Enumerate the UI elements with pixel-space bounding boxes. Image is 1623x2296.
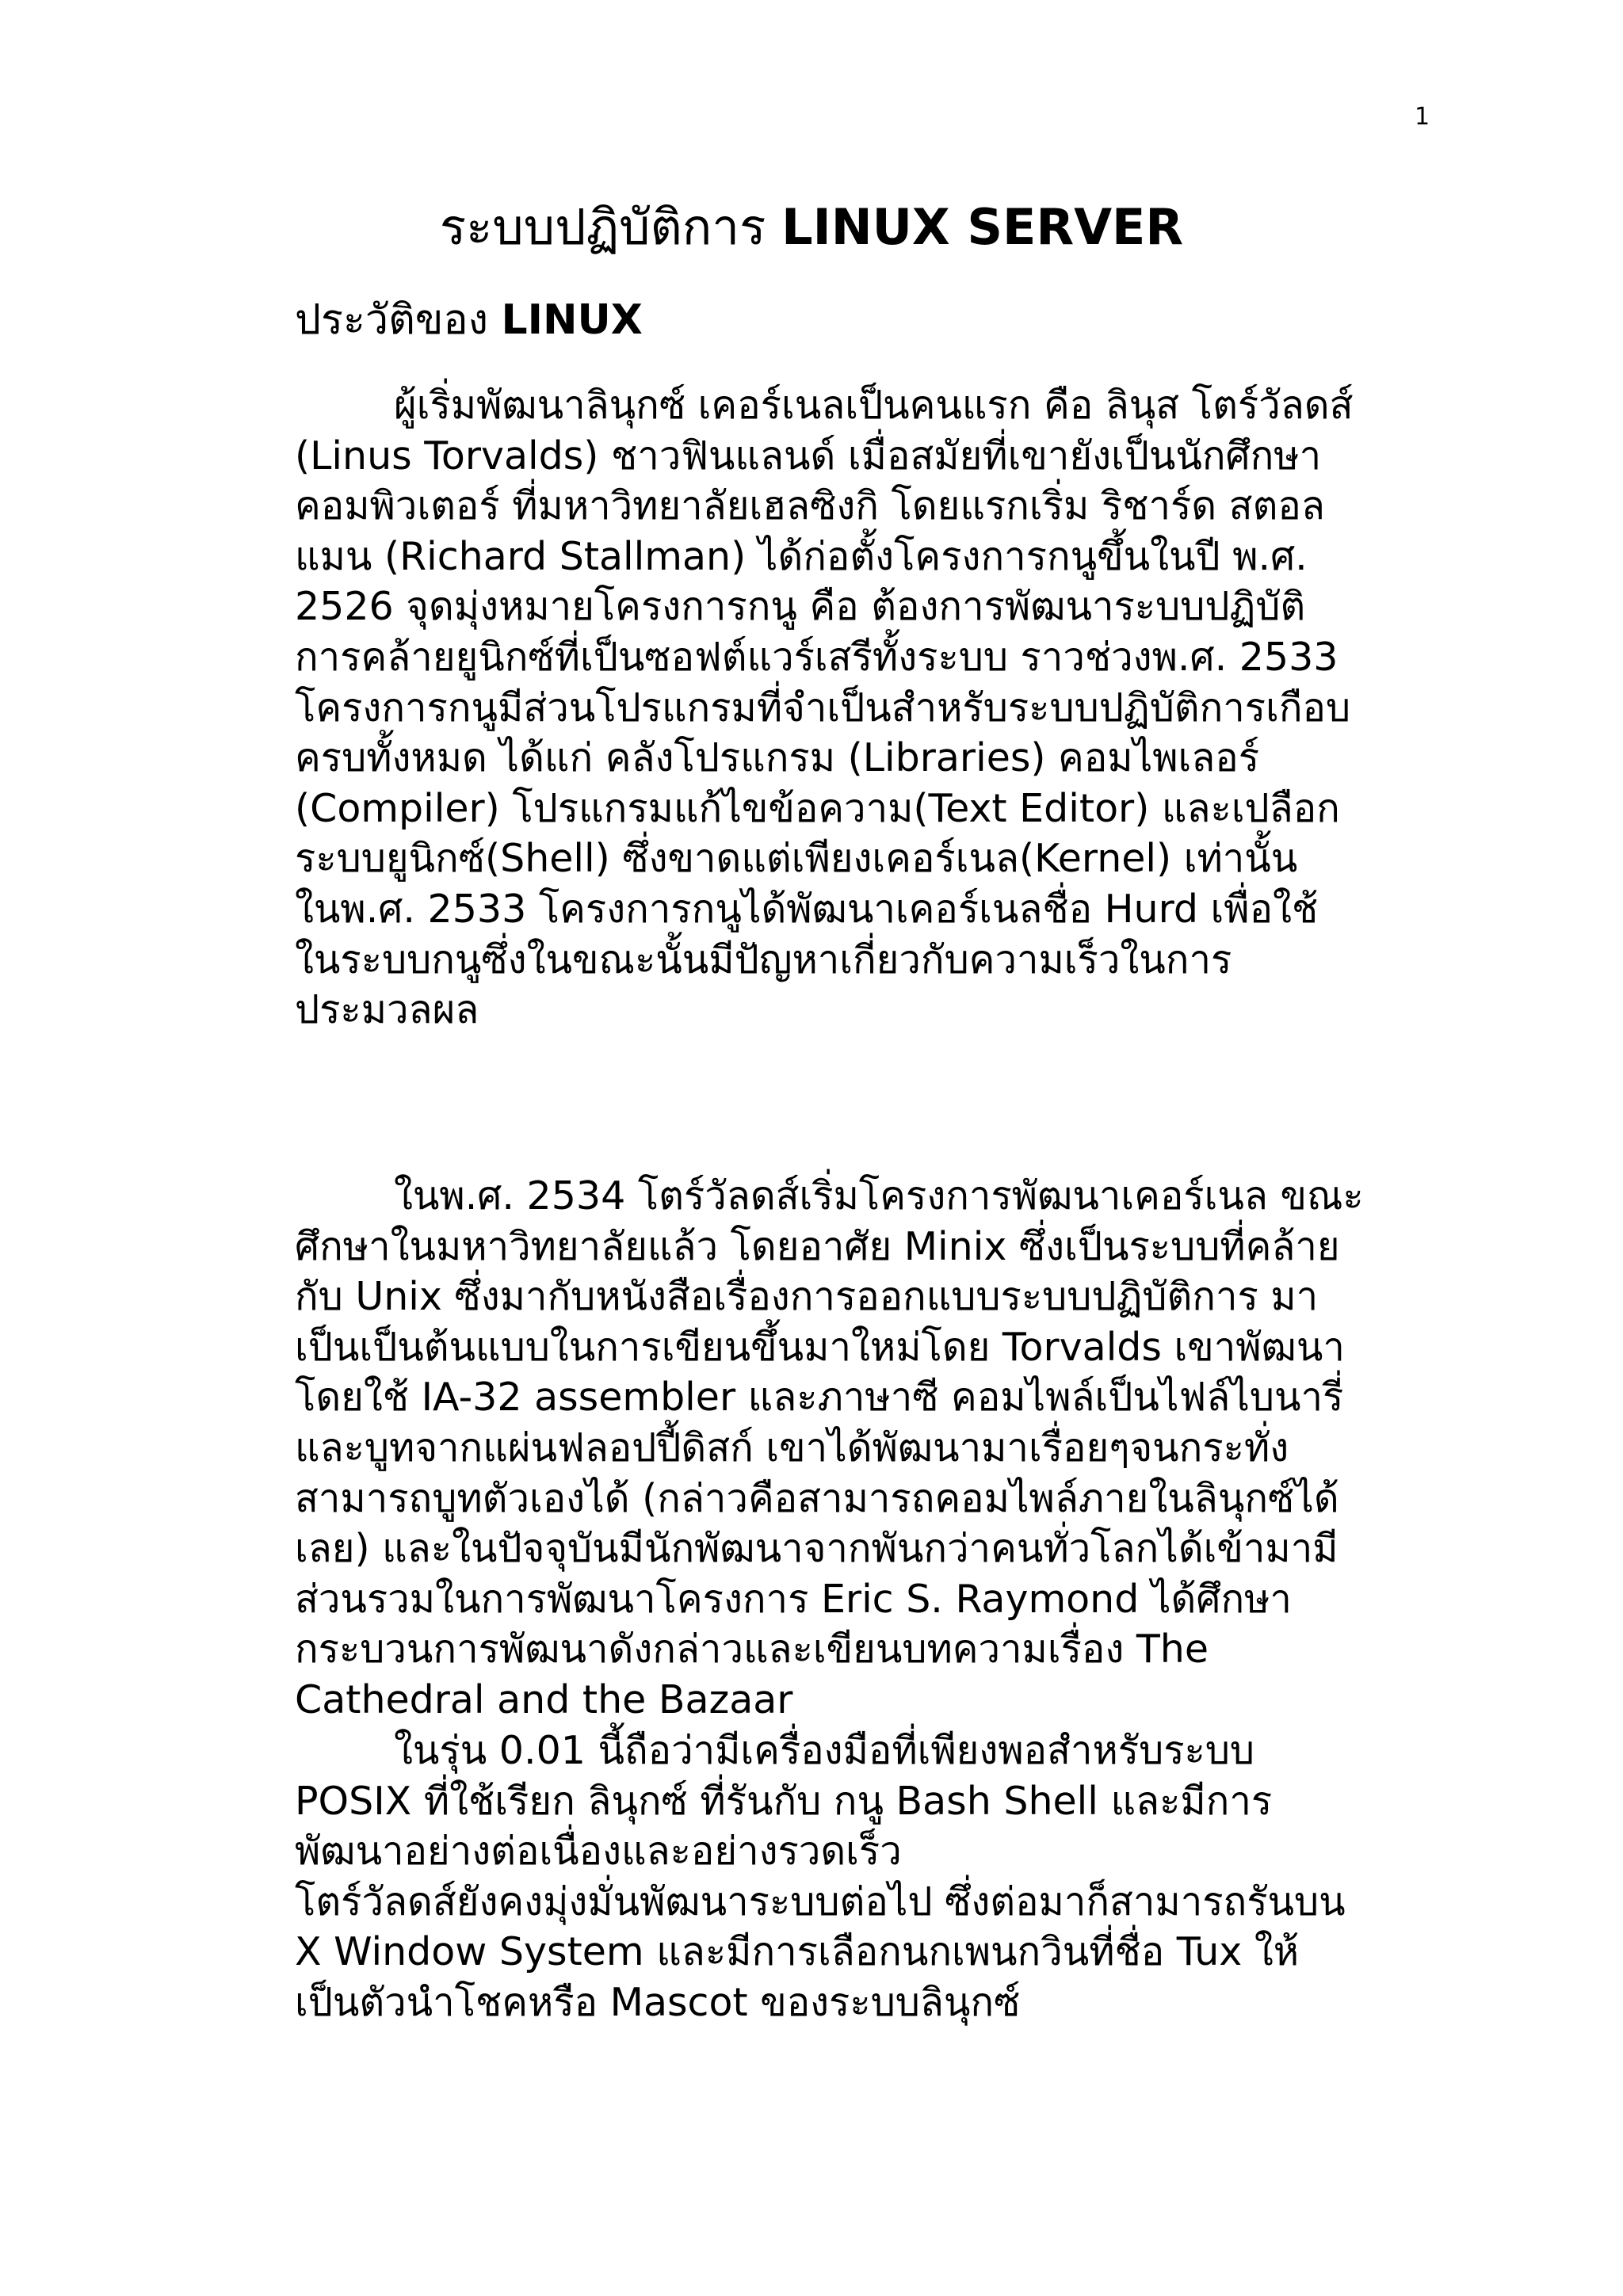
paragraph-line: การคล้ายยูนิกซ์ที่เป็นซอฟต์แวร์เสรีทั้งระบบ ราวช่วงพ.ศ. 2533 [295, 634, 1338, 680]
paragraph-line: เป็นเป็นต้นแบบในการเขียนขึ้นมาใหม่โดย Torvalds เขาพัฒนา [295, 1324, 1345, 1370]
paragraph-line: เป็นตัวนำโชคหรือ Mascot ของระบบลินุกซ์ [295, 1979, 1021, 2025]
paragraph-line: โดยใช้ IA-32 assembler และภาษาซี คอมไพล์เป็นไฟล์ไบนารี่ [295, 1375, 1344, 1421]
paragraph-line: ศึกษาในมหาวิทยาลัยแล้ว โดยอาศัย Minix ซึ่งเป็นระบบที่คล้าย [295, 1223, 1340, 1269]
paragraph-line: แมน (Richard Stallman) ได้ก่อตั้งโครงการกนูขึ้นในปี พ.ศ. [295, 533, 1308, 579]
paragraph-line: Cathedral and the Bazaar [295, 1676, 793, 1722]
paragraph-line: พัฒนาอย่างต่อเนื่องและอย่างรวดเร็ว [295, 1829, 902, 1875]
paragraph-history-2 [295, 1171, 1436, 1726]
paragraph-line: ระบบยูนิกซ์(Shell) ซึ่งขาดแต่เพียงเคอร์เนล(Kernel) เท่านั้น [295, 836, 1298, 882]
paragraph-line: โครงการกนูมีส่วนโปรแกรมที่จำเป็นสำหรับระบบปฏิบัติการเกือบ [295, 685, 1351, 730]
page-number: 1 [1415, 103, 1430, 131]
paragraph-line: ในพ.ศ. 2534 โตร์วัลดส์เริ่มโครงการพัฒนาเคอร์เนล ขณะ [394, 1173, 1364, 1219]
paragraph-line: ในระบบกนูซึ่งในขณะนั้นมีปัญหาเกี่ยวกับความเร็วในการ [295, 936, 1232, 982]
title-thai: ระบบปฏิบัติการ [439, 198, 766, 256]
section-heading-latin: LINUX [501, 296, 643, 344]
document-title [0, 192, 1623, 263]
paragraph-line: 2526 จุดมุ่งหมายโครงการกนู คือ ต้องการพัฒนาระบบปฏิบัติ [295, 584, 1306, 630]
paragraph-line: ส่วนรวมในการพัฒนาโครงการ Eric S. Raymond ได้ศึกษา [295, 1576, 1292, 1622]
paragraph-line: กระบวนการพัฒนาดังกล่าวและเขียนบทความเรื่อง The [295, 1627, 1209, 1672]
paragraph-line: X Window System และมีการเลือกนกเพนกวินที่ชื่อ Tux ให้ [295, 1929, 1300, 1975]
paragraph-line: ในรุ่น 0.01 นี้ถือว่ามีเครื่องมือที่เพียงพอสำหรับระบบ [394, 1728, 1255, 1773]
paragraph-line: POSIX ที่ใช้เรียก ลินุกซ์ ที่รันกับ กนู Bash Shell และมีการ [295, 1778, 1273, 1824]
paragraph-line: (Compiler) โปรแกรมแก้ไขข้อความ(Text Editor) และเปลือก [295, 785, 1340, 831]
paragraph-history-1 [295, 380, 1436, 1035]
section-heading-thai: ประวัติของ [295, 296, 489, 344]
paragraph-line: ในพ.ศ. 2533 โครงการกนูได้พัฒนาเคอร์เนลชื่อ Hurd เพื่อใช้ [295, 886, 1319, 932]
paragraph-line: ครบทั้งหมด ได้แก่ คลังโปรแกรม (Libraries) คอมไพเลอร์ [295, 735, 1260, 781]
paragraph-line: กับ Unix ซึ่งมากับหนังสือเรื่องการออกแบบระบบปฏิบัติการ มา [295, 1274, 1319, 1320]
paragraph-history-3 [295, 1726, 1436, 2028]
paragraph-line: และบูทจากแผ่นฟลอปปี้ดิสก์ เขาได้พัฒนามาเรื่อยๆจนกระทั่ง [295, 1425, 1289, 1470]
title-latin: LINUX SERVER [781, 198, 1184, 256]
paragraph-line: สามารถบูทตัวเองได้ (กล่าวคือสามารถคอมไพล์ภายในลินุกซ์ได้ [295, 1475, 1339, 1521]
paragraph-line: โตร์วัลดส์ยังคงมุ่งมั่นพัฒนาระบบต่อไป ซึ่งต่อมาก็สามารถรันบน [295, 1878, 1346, 1924]
paragraph-line: เลย) และในปัจจุบันมีนักพัฒนาจากพันกว่าคนทั่วโลกได้เข้ามามี [295, 1526, 1338, 1572]
paragraph-line: คอมพิวเตอร์ ที่มหาวิทยาลัยเฮลซิงกิ โดยแรกเริ่ม ริชาร์ด สตอล [295, 483, 1325, 529]
paragraph-line: (Linus Torvalds) ชาวฟินแลนด์ เมื่อสมัยที่เขายังเป็นนักศึกษา [295, 433, 1322, 479]
section-heading [295, 288, 643, 352]
paragraph-line: ประมวลผล [295, 987, 479, 1033]
paragraph-line: ผู้เริ่มพัฒนาลินุกซ์ เคอร์เนลเป็นคนแรก คือ ลินุส โตร์วัลดส์ [394, 383, 1354, 428]
